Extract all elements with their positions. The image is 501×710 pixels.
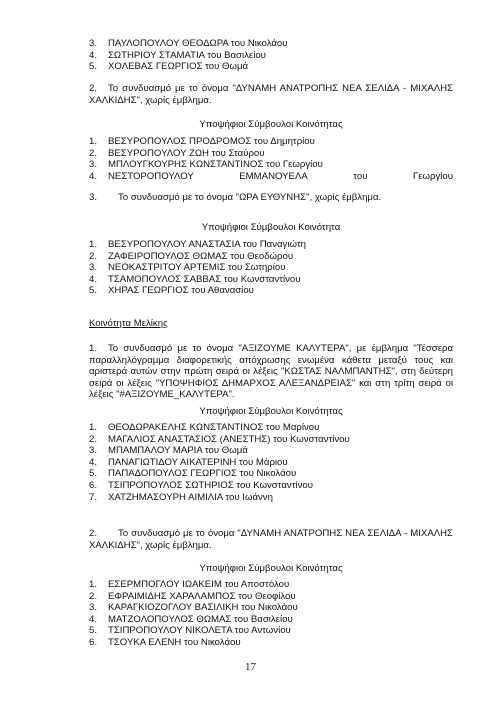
candidate-name: ΧΟΛΕΒΑΣ ΓΕΩΡΓΙΟΣ του Θωμά — [108, 61, 249, 73]
candidate-name: ΤΣΙΠΡΟΠΟΥΛΟΥ ΝΙΚΟΛΕΤΑ του Αντωνίου — [108, 625, 291, 637]
item-number: 5. — [89, 625, 98, 637]
item-number: 2. — [89, 147, 98, 159]
item-number: 4. — [89, 170, 98, 182]
candidate-name: ΤΣΑΜΟΠΟΥΛΟΣ ΣΑΒΒΑΣ του Κωνσταντίνου — [108, 273, 301, 285]
page-number: 17 — [245, 661, 256, 673]
list-item — [89, 61, 453, 73]
paragraph-number: 3. — [89, 192, 98, 203]
candidate-name: ΧΗΡΑΣ ΓΕΩΡΓΙΟΣ του Αθανασίου — [108, 285, 254, 297]
candidate-name: ΣΩΤΗΡΙΟΥ ΣΤΑΜΑΤΙΑ του Βασιλείου — [108, 49, 266, 61]
coalition-paragraph-3 — [89, 343, 453, 401]
name-part: ΕΜΜΑΝΟΥΕΛΑ — [239, 170, 308, 182]
candidate-name: ΘΕΟΔΩΡΑΚΕΛΗΣ ΚΩΝΣΤΑΝΤΙΝΟΣ του Μαρίνου — [108, 422, 320, 433]
coalition-paragraph-4 — [89, 528, 453, 551]
list-item — [89, 480, 453, 492]
list-item — [89, 422, 453, 434]
list-item — [89, 492, 453, 504]
candidate-name: ΕΦΡΑΙΜΙΔΗΣ ΧΑΡΑΛΑΜΠΟΣ του Θεοφίλου — [108, 590, 296, 602]
list-item — [89, 171, 453, 183]
list-item — [89, 434, 453, 446]
candidate-name: ΧΑΤΖΗΜΑΣΟΥΡΗ ΑΙΜΙΛΙΑ του Ιωάννη — [108, 491, 273, 503]
candidate-list — [89, 38, 453, 73]
list-item — [89, 285, 453, 297]
list-item — [89, 591, 453, 603]
item-number: 2. — [89, 250, 98, 262]
candidate-list-top — [89, 38, 453, 73]
item-number: 1. — [89, 422, 98, 433]
list-item — [89, 457, 453, 469]
name-part: ΝΕΣΤΟΡΟΠΟΥΛΟΥ — [108, 170, 194, 182]
candidate-name: ΠΑΝΑΓΙΩΤΙΔΟΥ ΑΙΚΑΤΕΡΙΝΗ του Μάριου — [108, 456, 288, 468]
list-item — [89, 614, 453, 626]
list-item — [89, 50, 453, 62]
list-item — [89, 148, 453, 160]
section-heading: Υποψήφιοι Σύμβουλοι Κοινότητας — [199, 563, 343, 574]
item-number: 2. — [89, 590, 98, 602]
item-number: 6. — [89, 636, 98, 648]
candidate-name: ΖΑΦΕΙΡΟΠΟΥΛΟΣ ΘΩΜΑΣ του Θεοδώρου — [108, 250, 294, 262]
paragraph-number: 2. — [89, 528, 98, 539]
item-number: 1. — [89, 579, 98, 590]
list-item — [89, 468, 453, 480]
candidate-name: ΠΑΠΑΔΟΠΟΥΛΟΣ ΓΕΩΡΓΙΟΣ του Νικολάου — [108, 468, 297, 480]
item-number: 5. — [89, 61, 98, 73]
candidate-name: ΒΕΣΥΡΟΠΟΥΛΟΥ ΖΩΗ του Σταύρου — [108, 147, 265, 159]
item-number: 3. — [89, 445, 98, 457]
candidate-list-2 — [89, 239, 453, 297]
candidate-name: ΜΑΓΑΛΙΟΣ ΑΝΑΣΤΑΣΙΟΣ (ΑΝΕΣΤΗΣ) του Κωνσταντίνου — [108, 433, 350, 445]
list-item — [89, 274, 453, 286]
list-item — [89, 445, 453, 457]
paragraph-number: 2. — [89, 83, 98, 94]
candidate-name: ΤΣΟΥΚΑ ΕΛΕΝΗ του Νικολάου — [108, 636, 241, 648]
list-item — [89, 262, 453, 274]
candidate-name: ΕΣΕΡΜΠΟΓΛΟΥ ΙΩΑΚΕΙΜ του Αποστόλου — [108, 579, 290, 590]
list-item — [89, 579, 453, 591]
item-number: 5. — [89, 468, 98, 480]
coalition-paragraph-1 — [89, 83, 453, 106]
paragraph-text: Το συνδυασμό με το όνομα "ΩΡΑ ΕΥΘΥΝΗΣ", χωρίς έμβλημα. — [118, 192, 382, 203]
list-item — [89, 602, 453, 614]
name-part: του — [353, 170, 368, 182]
candidate-name: ΒΕΣΥΡΟΠΟΥΛΟΥ ΑΝΑΣΤΑΣΙΑ του Παναγιώτη — [108, 239, 306, 250]
item-number: 1. — [89, 136, 98, 147]
candidate-name — [108, 171, 453, 183]
candidate-name: ΝΕΟΚΑΣΤΡΙΤΟΥ ΑΡΤΕΜΙΣ του Σωτηρίου — [108, 262, 286, 274]
item-number: 7. — [89, 491, 98, 503]
list-item — [89, 239, 453, 251]
item-number: 4. — [89, 613, 98, 625]
candidate-name: ΜΠΑΜΠΑΛΟΥ ΜΑΡΙΑ του Θωμά — [108, 445, 248, 457]
paragraph-text: Το συνδυασμό με το όνομα "ΔΥΝΑΜΗ ΑΝΑΤΡΟΠΗΣ ΝΕΑ ΣΕΛΙΔΑ - ΜΙΧΑΛΗΣ ΧΑΛΚΙΔΗΣ", χωρίς έμβλημα. — [89, 83, 453, 106]
candidate-name: ΤΣΙΠΡΟΠΟΥΛΟΣ ΣΩΤΗΡΙΟΣ του Κωνσταντίνου — [108, 479, 313, 491]
item-number: 4. — [89, 456, 98, 468]
candidate-list-4 — [89, 579, 453, 649]
candidate-list — [89, 579, 453, 649]
candidate-name: ΒΕΣΥΡΟΠΟΥΛΟΣ ΠΡΟΔΡΟΜΟΣ του Δημητρίου — [108, 136, 315, 147]
candidate-name: ΠΑΥΛΟΠΟΥΛΟΥ ΘΕΟΔΩΡΑ του Νικολάου — [108, 38, 288, 49]
list-item — [89, 159, 453, 171]
name-part: Γεωργίου — [412, 170, 453, 182]
section-heading: Υποψήφιοι Σύμβουλοι Κοινότητας — [199, 119, 343, 130]
item-number: 3. — [89, 602, 98, 614]
item-number: 2. — [89, 433, 98, 445]
list-item — [89, 136, 453, 148]
item-number: 1. — [89, 239, 98, 250]
section-heading: Υποψήφιοι Σύμβουλοι Κοινότητας — [199, 406, 343, 417]
candidate-list — [89, 422, 453, 503]
candidate-name: ΜΑΤΖΟΛΟΠΟΥΛΟΣ ΘΩΜΑΣ του Βασιλείου — [108, 613, 293, 625]
list-item — [89, 38, 453, 50]
list-item — [89, 625, 453, 637]
section-heading: Υποψήφιοι Σύμβουλοι Κοινότητα — [201, 222, 341, 233]
item-number: 3. — [89, 159, 98, 171]
community-title: Κοινότητα Μελίκης — [89, 318, 168, 329]
list-item — [89, 637, 453, 649]
item-number: 5. — [89, 285, 98, 297]
candidate-name: ΚΑΡΑΓΚΙΟΖΟΓΛΟΥ ΒΑΣΙΛΙΚΗ του Νικολάου — [108, 602, 298, 614]
paragraph-text: Το συνδυασμό με το όνομα "ΑΞΙΖΟΥΜΕ ΚΑΛΥΤΕΡΑ", με έμβλημα "Τέσσερα παραλληλόγραμμα διαφορετικής απόχρωσης ενωμένα κάθετα μεταξύ τους και αριστερά αυτών στην πρώτη σειρά οι λέξεις "ΚΩΣΤΑΣ ΝΑΛΜΠΑΝΤΗΣ", στη δεύτερη σειρά οι λέξεις "ΥΠΟΨΗΦΙΟΣ ΔΗΜΑΡΧΟΣ ΑΛΕΞΑΝΔΡΕΙΑΣ" και στη τρίτη σειρά οι λέξεις "#ΑΞΙΖΟΥΜΕ_ΚΑΛΥΤΕΡΑ". — [89, 343, 453, 401]
candidate-list — [89, 136, 453, 182]
candidate-name: ΜΠΛΟΥΓΚΟΥΡΗΣ ΚΩΝΣΤΑΝΤΙΝΟΣ του Γεωργίου — [108, 159, 323, 171]
coalition-paragraph-2 — [89, 192, 453, 204]
candidate-list-1 — [89, 136, 453, 182]
item-number: 6. — [89, 479, 98, 491]
paragraph-number: 1. — [89, 343, 98, 354]
item-number: 3. — [89, 38, 98, 49]
paragraph-text: Το συνδυασμό με το όνομα "ΔΥΝΑΜΗ ΑΝΑΤΡΟΠΗΣ ΝΕΑ ΣΕΛΙΔΑ - ΜΙΧΑΛΗΣ ΧΑΛΚΙΔΗΣ", χωρίς έμβλημα. — [89, 528, 453, 551]
candidate-list — [89, 239, 453, 297]
item-number: 3. — [89, 262, 98, 274]
item-number: 4. — [89, 273, 98, 285]
list-item — [89, 251, 453, 263]
candidate-list-3 — [89, 422, 453, 503]
item-number: 4. — [89, 49, 98, 61]
